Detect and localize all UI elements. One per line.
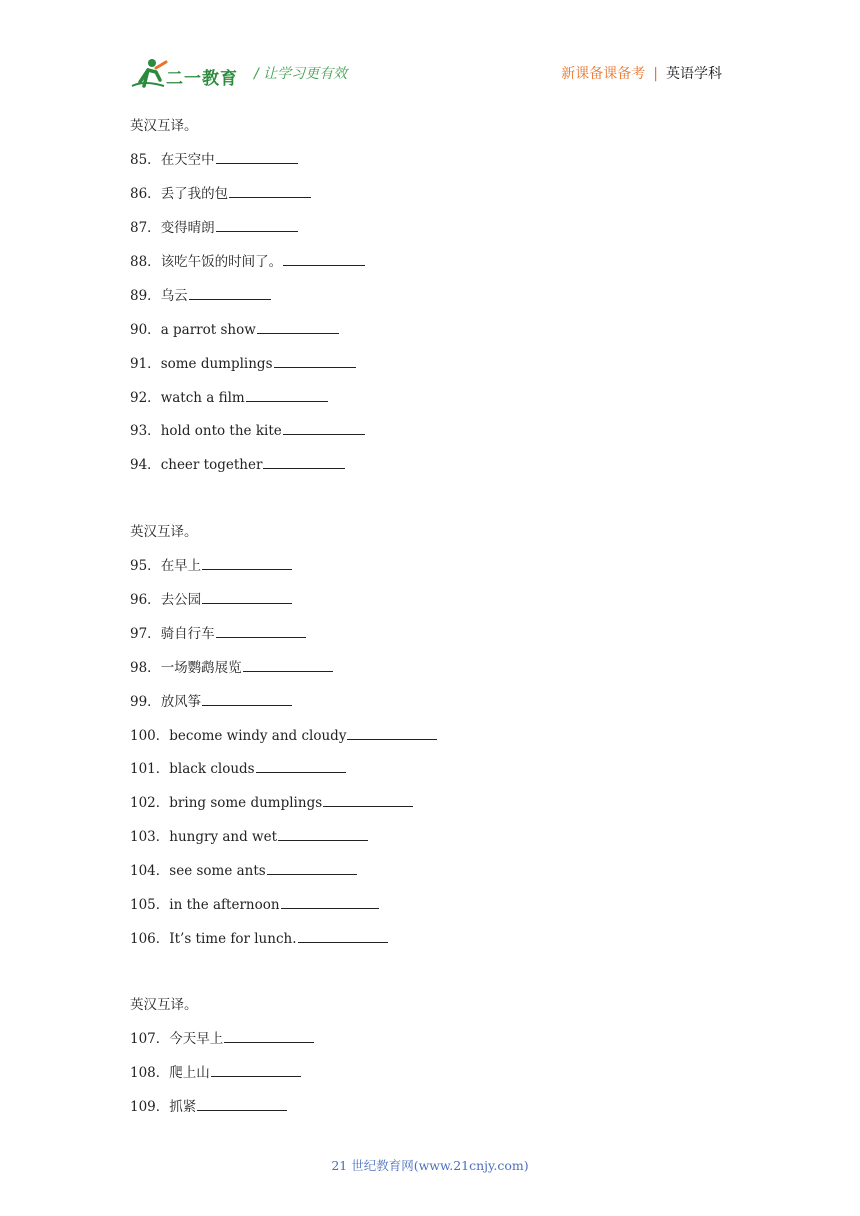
list-item [130,859,357,879]
section-title: 英汉互译。 [130,524,198,540]
item-number: 95． [130,558,161,574]
answer-blank[interactable] [246,387,328,402]
item-number: 107． [130,1031,170,1047]
item-text: 丢了我的包 [160,186,229,202]
answer-blank[interactable] [283,420,365,435]
answer-blank[interactable] [216,623,306,638]
section-title: 英汉互译。 [130,997,198,1013]
list-item [130,757,346,777]
item-text: black clouds [169,761,255,777]
list-item [130,386,328,406]
item-text: bring some dumplings [169,795,323,811]
item-text: some dumplings [160,356,273,372]
item-text: 乌云 [160,288,188,304]
item-number: 96． [130,592,161,608]
item-number: 103． [130,829,170,845]
answer-blank[interactable] [281,894,379,909]
item-text: become windy and cloudy [169,728,347,744]
item-text: 变得晴朗 [160,220,215,236]
list-item [130,893,379,913]
answer-blank[interactable] [323,792,413,807]
item-text: hold onto the kite [160,423,282,439]
item-number: 104． [130,863,170,879]
item-text: see some ants [169,863,266,879]
list-item [130,453,345,473]
list-item [130,352,356,372]
answer-blank[interactable] [211,1062,301,1077]
list-item [130,419,365,439]
answer-blank[interactable] [202,691,292,706]
answer-blank[interactable] [224,1028,314,1043]
header-subject-label: 英语学科 [666,66,722,82]
item-number: 106． [130,931,170,947]
header-tagline: 新课备课备考 [561,66,646,82]
list-item [130,927,388,947]
item-number: 100． [130,728,170,744]
answer-blank[interactable] [202,589,292,604]
answer-blank[interactable] [216,149,298,164]
slogan: / 让学习更有效 [254,66,348,82]
list-item [130,1027,314,1047]
list-item [130,1061,301,1081]
item-number: 93． [130,423,161,439]
item-text: 该吃午饭的时间了。 [160,254,283,270]
list-item [130,724,437,744]
item-number: 91． [130,356,161,372]
answer-blank[interactable] [243,657,333,672]
item-text: 今天早上 [169,1031,224,1047]
answer-blank[interactable] [274,353,356,368]
page-footer: 21 世纪教育网(www.21cnjy.com) [331,1158,529,1173]
item-text: 在天空中 [160,152,215,168]
item-text: 在早上 [160,558,202,574]
answer-blank[interactable] [229,183,311,198]
item-number: 92． [130,390,161,406]
item-text: a parrot show [160,322,256,338]
list-item [130,656,333,676]
item-text: watch a film [160,390,245,406]
item-number: 98． [130,660,161,676]
answer-blank[interactable] [263,454,345,469]
list-item [130,588,292,608]
answer-blank[interactable] [298,928,388,943]
item-text: 爬上山 [169,1065,210,1081]
list-item [130,148,298,168]
item-number: 105． [130,897,170,913]
list-item [130,182,311,202]
header-subject [561,63,722,83]
answer-blank[interactable] [197,1096,287,1111]
list-item [130,318,339,338]
item-number: 89． [130,288,161,304]
item-text: 骑自行车 [160,626,215,642]
item-number: 101． [130,761,170,777]
item-text: 放风筝 [160,694,202,710]
runner-logo-icon [130,56,170,90]
answer-blank[interactable] [202,555,292,570]
list-item [130,622,306,642]
item-number: 87． [130,220,161,236]
answer-blank[interactable] [347,725,437,740]
list-item [130,250,365,270]
item-number: 108． [130,1065,170,1081]
list-item [130,284,271,304]
item-number: 99． [130,694,161,710]
item-text: cheer together [160,457,263,473]
answer-blank[interactable] [278,826,368,841]
item-number: 88． [130,254,161,270]
answer-blank[interactable] [189,285,271,300]
item-number: 90． [130,322,161,338]
item-text: 抓紧 [169,1099,197,1115]
item-text: It’s time for lunch. [169,931,297,947]
item-number: 97． [130,626,161,642]
item-number: 102． [130,795,170,811]
answer-blank[interactable] [257,319,339,334]
header-separator: | [653,66,658,82]
list-item [130,554,292,574]
logo-text: 二一教育 [166,69,238,89]
answer-blank[interactable] [267,860,357,875]
item-text: 去公园 [160,592,202,608]
section-title: 英汉互译。 [130,118,198,134]
item-text: hungry and wet [169,829,278,845]
item-number: 85． [130,152,161,168]
item-number: 94． [130,457,161,473]
logo [130,56,240,90]
page-header [130,56,726,90]
item-number: 86． [130,186,161,202]
item-text: in the afternoon [169,897,280,913]
answer-blank[interactable] [283,251,365,266]
answer-blank[interactable] [216,217,298,232]
item-number: 109． [130,1099,170,1115]
item-text: 一场鹦鹉展览 [160,660,242,676]
list-item [130,791,413,811]
answer-blank[interactable] [256,758,346,773]
list-item [130,690,292,710]
list-item [130,825,368,845]
list-item [130,216,298,236]
list-item [130,1095,287,1115]
